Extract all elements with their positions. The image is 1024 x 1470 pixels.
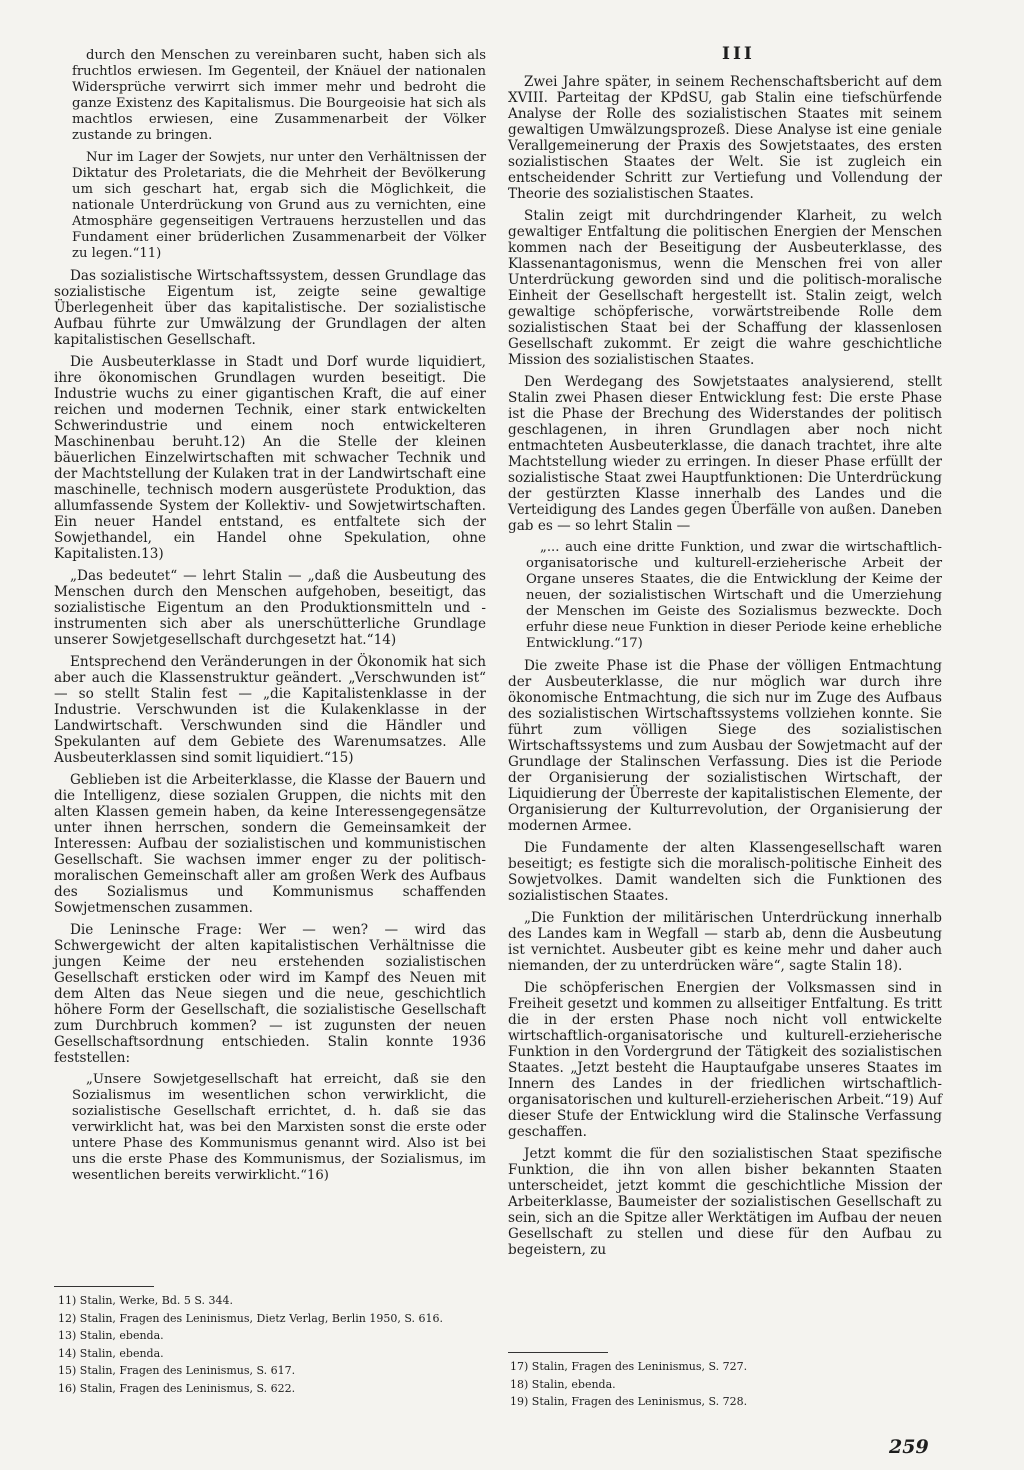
right-column: [508, 74, 942, 1264]
paragraph: Die Ausbeuterklasse in Stadt und Dorf wurde liquidiert, ihre ökonomischen Grundlagen wurden beseitigt. Die Industrie wuchs zu einer gigantischen Kraft, die auf einer reichen und modernen Technik, einer stark entwickelten Schwerindustrie und einem noch entwickelteren Maschinenbau beruht.12) An die Stelle der kleinen bäuerlichen Einzelwirtschaften mit schwacher Technik und der Machtstellung der Kulaken trat in der Landwirtschaft eine maschinelle, technisch modern ausgerüstete Produktion, das allumfassende System der Kollektiv- und Sowjetwirtschaften. Ein neuer Handel entstand, es entfaltete sich der Sowjethandel, ein Handel ohne Spekulation, ohne Kapitalisten.13): [54, 354, 486, 562]
footnote-rule: [54, 1286, 154, 1287]
paragraph: Die schöpferischen Energien der Volksmassen sind in Freiheit gesetzt und kommen zu allseitiger Entfaltung. Es tritt die in der ersten Phase noch nicht voll entwickelte wirtschaftlich-organisatorische und kulturell-erzieherische Funktion in den Vordergrund der Tätigkeit des sozialistischen Staates. „Jetzt besteht die Hauptaufgabe unseres Staates im Innern des Landes in der friedlichen wirtschaftlich-organisatorischen und kulturell-erzieherischen Arbeit.“19) Auf dieser Stufe der Entwicklung wird die Stalinsche Verfassung geschaffen.: [508, 980, 942, 1140]
paragraph: Jetzt kommt die für den sozialistischen Staat spezifische Funktion, die ihn von allen bisher bekannten Staaten unterscheidet, jetzt kommt die geschichtliche Mission der Arbeiterklasse, Baumeister der sozialistischen Gesellschaft zu sein, sich an die Spitze aller Werktätigen im Aufbau der neuen Gesellschaft zu stellen und diese für den Aufbau zu begeistern, zu: [508, 1146, 942, 1258]
footnote: 14) Stalin, ebenda.: [58, 1346, 164, 1360]
footnote: 16) Stalin, Fragen des Leninismus, S. 622.: [58, 1381, 296, 1395]
footnotes-left: [58, 1293, 498, 1398]
paragraph: Zwei Jahre später, in seinem Rechenschaftsbericht auf dem XVIII. Parteitag der KPdSU, gab Stalin eine tiefschürfende Analyse der Rolle des sozialistischen Staates mit seinem gewaltigen Umwälzungsprozeß. Diese Analyse ist eine geniale Verallgemeinerung der Praxis des Sowjetstaates, des ersten sozialistischen Staates der Welt. Sie ist zugleich ein entscheidender Schritt zur Vertiefung und Vollendung der Theorie des sozialistischen Staates.: [508, 74, 942, 202]
quote-block: „Unsere Sowjetgesellschaft hat erreicht, daß sie den Sozialismus im wesentlichen schon verwirklicht, die sozialistische Gesellschaft errichtet, d. h. daß sie das verwirklicht hat, was bei den Marxisten sonst die erste oder untere Phase des Kommunismus genannt wird. Also ist bei uns die erste Phase des Kommunismus, der Sozialismus, im wesentlichen bereits verwirklicht.“16): [72, 1072, 486, 1183]
section-heading: III: [722, 44, 755, 64]
paragraph: Das sozialistische Wirtschaftssystem, dessen Grundlage das sozialistische Eigentum ist, zeigte seine gewaltige Überlegenheit über das kapitalistische. Der sozialistische Aufbau führte zur Umwälzung der Grundlagen der alten kapitalistischen Gesellschaft.: [54, 268, 486, 348]
page-number: 259: [889, 1436, 929, 1458]
footnote: 18) Stalin, ebenda.: [510, 1377, 616, 1391]
paragraph: Die Fundamente der alten Klassengesellschaft waren beseitigt; es festigte sich die moralisch-politische Einheit des Sowjetvolkes. Damit wandelten sich die Funktionen des sozialistischen Staates.: [508, 840, 942, 904]
paragraph: Entsprechend den Veränderungen in der Ökonomik hat sich aber auch die Klassenstruktur geändert. „Verschwunden ist“ — so stellt Stalin fest — „die Kapitalistenklasse in der Industrie. Verschwunden ist die Kulakenklasse in der Landwirtschaft. Verschwunden sind die Händler und Spekulanten auf dem Gebiete des Warenumsatzes. Alle Ausbeuterklassen sind somit liquidiert.“15): [54, 654, 486, 766]
paragraph: Stalin zeigt mit durchdringender Klarheit, zu welch gewaltiger Entfaltung die politischen Energien der Menschen kommen nach der Beseitigung der Ausbeuterklasse, des Klassenantagonismus, wenn die Menschen frei von aller Unterdrückung geworden sind und die politisch-moralische Einheit der Gesellschaft hergestellt ist. Stalin zeigt, welch gewaltige schöpferische, vorwärtstreibende Rolle dem sozialistischen Staat bei der Schaffung der klassenlosen Gesellschaft zukommt. Er zeigt die wahre geschichtliche Mission des sozialistischen Staates.: [508, 208, 942, 368]
paragraph: Den Werdegang des Sowjetstaates analysierend, stellt Stalin zwei Phasen dieser Entwicklung fest: Die erste Phase ist die Phase der Brechung des Widerstandes der politisch geschlagenen, in ihren Grundlagen aber noch nicht entmachteten Ausbeuterklasse, die danach trachtet, ihre alte Machtstellung wieder zu erringen. In dieser Phase erfüllt der sozialistische Staat zwei Hauptfunktionen: Die Unterdrückung der gestürzten Klasse innerhalb des Landes und die Verteidigung des Landes gegen Überfälle von außen. Daneben gab es — so lehrt Stalin —: [508, 374, 942, 534]
left-column: [54, 48, 486, 1190]
footnote: 11) Stalin, Werke, Bd. 5 S. 344.: [58, 1294, 234, 1307]
footnotes-right: [510, 1359, 950, 1412]
quote-block: „... auch eine dritte Funktion, und zwar die wirtschaftlich-organisatorische und kulturell-erzieherische Arbeit der Organe unseres Staates, die die Entwicklung der Keime der neuen, der sozialistischen Wirtschaft und die Umerziehung der Menschen im Geiste des Sozialismus bezweckte. Doch erfuhr diese neue Funktion in dieser Periode keine erhebliche Entwicklung.“17): [526, 540, 942, 651]
paragraph: Die zweite Phase ist die Phase der völligen Entmachtung der Ausbeuterklasse, die nur möglich war durch ihre ökonomische Entmachtung, die sich nur im Zuge des Aufbaus des sozialistischen Wirtschaftssystems vollziehen konnte. Sie führt zum völligen Siege des sozialistischen Wirtschaftssystems und zum Ausbau der Sowjetmacht auf der Grundlage der Stalinschen Verfassung. Dies ist die Periode der Organisierung der sozialistischen Wirtschaft, der Liquidierung der Überreste der kapitalistischen Elemente, der Organisierung der Kulturrevolution, der Organisierung der modernen Armee.: [508, 658, 942, 834]
footnote: 12) Stalin, Fragen des Leninismus, Dietz Verlag, Berlin 1950, S. 616.: [58, 1311, 443, 1325]
paragraph: Die Leninsche Frage: Wer — wen? — wird das Schwergewicht der alten kapitalistischen Verhältnisse die jungen Keime der neu erstehenden sozialistischen Gesellschaft ersticken oder wird im Kampf des Neuen mit dem Alten das Neue siegen und die neue, geschichtlich höhere Form der Gesellschaft, die sozialistische Gesellschaft zum Durchbruch kommen? — ist zugunsten der neuen Gesellschaftsordnung entschieden. Stalin konnte 1936 feststellen:: [54, 922, 486, 1066]
paragraph: Geblieben ist die Arbeiterklasse, die Klasse der Bauern und die Intelligenz, diese sozialen Gruppen, die nichts mit den alten Klassen gemein haben, da keine Interessengegensätze unter ihnen herrschen, sondern die Gemeinsamkeit der Interessen: Aufbau der sozialistischen und kommunistischen Gesellschaft. Sie wachsen immer enger zu der politisch-moralischen Gemeinschaft aller am großen Werk des Aufbaus des Sozialismus und Kommunismus schaffenden Sowjetmenschen zusammen.: [54, 772, 486, 916]
footnote: 13) Stalin, ebenda.: [58, 1329, 164, 1342]
paragraph: „Die Funktion der militärischen Unterdrückung innerhalb des Landes kam in Wegfall — starb ab, denn die Ausbeutung ist vernichtet. Ausbeuter gibt es keine mehr und daher auch niemanden, der zu unterdrücken wäre“, sagte Stalin 18).: [508, 910, 942, 974]
footnote-rule: [508, 1352, 608, 1353]
quote-block: Nur im Lager der Sowjets, nur unter den Verhältnissen der Diktatur des Proletariats, die die Mehrheit der Bevölkerung um sich geschart hat, ergab sich die Möglichkeit, die nationale Unterdrückung von Grund aus zu vernichten, eine Atmosphäre gegenseitigen Vertrauens herzustellen und das Fundament einer brüderlichen Zusammenarbeit der Völker zu legen.“11): [72, 150, 486, 261]
paragraph: „Das bedeutet“ — lehrt Stalin — „daß die Ausbeutung des Menschen durch den Menschen aufgehoben, beseitigt, das sozialistische Eigentum an den Produktionsmitteln und -instrumenten sich aber als unerschütterliche Grundlage unserer Sowjetgesellschaft durchgesetzt hat.“14): [54, 568, 486, 648]
quote-block: durch den Menschen zu vereinbaren sucht, haben sich als fruchtlos erwiesen. Im Gegenteil, der Knäuel der nationalen Widersprüche verwirrt sich immer mehr und bedroht die ganze Existenz des Kapitalismus. Die Bourgeoisie hat sich als machtlos erwiesen, eine Zusammenarbeit der Völker zustande zu bringen.: [72, 48, 486, 143]
footnote: 15) Stalin, Fragen des Leninismus, S. 617.: [58, 1364, 296, 1377]
footnote: 19) Stalin, Fragen des Leninismus, S. 728.: [510, 1395, 748, 1408]
footnote: 17) Stalin, Fragen des Leninismus, S. 727.: [510, 1360, 748, 1373]
